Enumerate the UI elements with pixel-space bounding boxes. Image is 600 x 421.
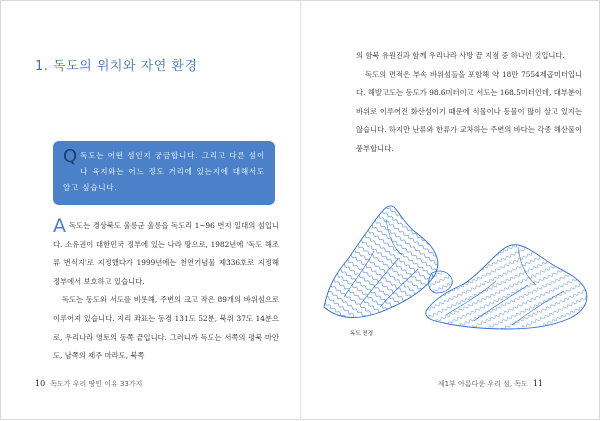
question-text: 독도는 어떤 섬인지 궁금합니다. 그리고 다른 섬이나 육지와는 어느 정도 거리에 있는지에 대해서도 알고 싶습니다. (63, 151, 265, 192)
page-number-right: 11 (532, 379, 543, 388)
answer-block (53, 217, 279, 366)
left-folio (35, 379, 142, 389)
right-paragraph-1: 의 함북 유원진과 함께 우리나라 사방 끝 지점 중 하나인 것입니다. (356, 51, 565, 60)
seodo-island (324, 206, 452, 318)
section-title: 1. 독도의 위치와 자연 환경 (35, 59, 198, 74)
answer-mark-a: A (53, 215, 66, 237)
page-number-left: 10 (35, 379, 46, 388)
question-mark-q: Q (63, 146, 78, 167)
running-title-left: 독도가 우리 땅인 이유 33가지 (50, 380, 143, 388)
question-box (53, 141, 275, 205)
right-folio (438, 379, 543, 389)
right-paragraph-2: 독도의 면적은 부속 바위섬들을 포함해 약 18만 7554제곱미터입니다. 해발고도는 동도가 98.6미터이고 서도는 168.5미터인데, 대부분이 바위로 이루어진 화산섬이기 때문에 식물이나 동물이 많이 살고 있지는 않습니다. 하지만 난류와 한류가 교차하는 주변의 바다는 각종 해산물이 풍부합니다. (356, 69, 582, 153)
answer-paragraph-1: 독도는 경상북도 울릉군 울릉읍 독도리 1~96 번지 일대의 섬입니다. 소유권이 대한민국 정부에 있는 나라 땅으로, 1982년에 '독도 해조류 번식지'로 지정했다가 1999년에는 천연기념물 제336호로 지정해 정부에서 보호하고 있습니다. (53, 221, 279, 286)
answer-paragraph-2: 독도는 동도와 서도를 비롯해, 주변의 크고 작은 89개의 바위섬으로 이루어져 있습니다. 지리 좌표는 동경 131도 52분, 북위 37도 14분으로, 우리나라 영토의 동쪽 끝입니다. 그러니까 독도는 서쪽의 평북 마안도, 남쪽의 제주 마라도, 북쪽 (53, 295, 279, 361)
running-title-right: 제1부 아름다운 우리 섬, 독도 (437, 380, 528, 388)
left-page (1, 1, 300, 421)
figure-caption: 독도 전경 (350, 331, 374, 337)
dokdo-island-illustration (314, 189, 594, 345)
right-body-text (356, 47, 582, 159)
right-page (302, 1, 600, 421)
